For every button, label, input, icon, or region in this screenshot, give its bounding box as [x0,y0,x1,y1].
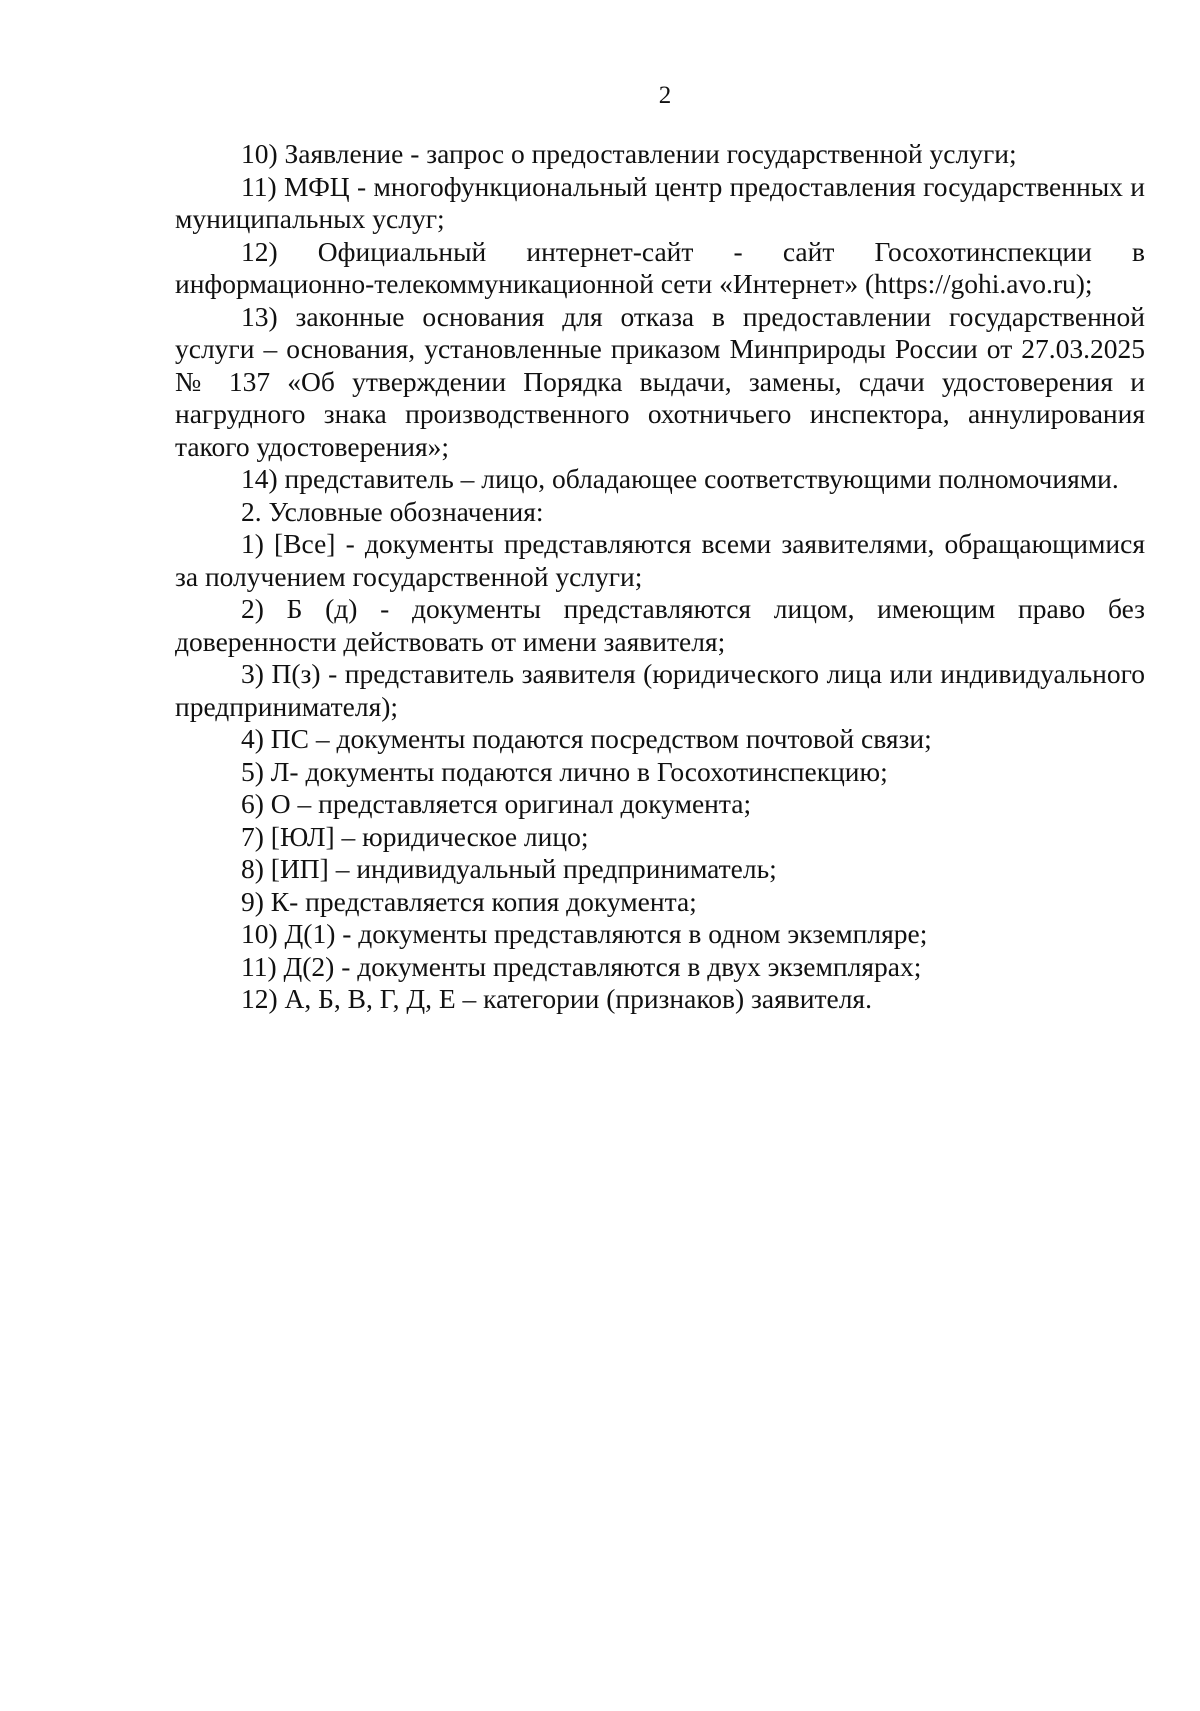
notation-item: 9) К- представляется копия документа; [241,885,697,917]
notation-item: 2) Б (д) - документы представляются лицом, имеющим право без доверенности действовать от имени заявителя; [175,593,1145,657]
page-number: 2 [658,82,672,109]
notation-item: 12) А, Б, В, Г, Д, Е – категории (признаков) заявителя. [241,983,872,1014]
notation-item: 11) Д(2) - документы представляются в двух экземплярах; [241,950,922,982]
notation-item: 6) О – представляется оригинал документа; [241,788,752,819]
notation-item: 3) П(з) - представитель заявителя (юридического лица или индивидуального предпринимателя); [175,658,1145,722]
definition-item: 11) МФЦ - многофункциональный центр предоставления государственных и муниципальных услуг; [175,170,1145,234]
definition-item: 10) Заявление - запрос о предоставлении государственной услуги; [241,138,1017,169]
notation-item: 1) [Все] - документы представляются всеми заявителями, обращающимися за получением государственной услуги; [175,528,1145,592]
definition-item: 12) Официальный интернет-сайт - сайт Госохотинспекции в информационно-телекоммуникационной сети «Интернет» (https://gohi.avo.ru); [175,235,1145,299]
notation-item: 8) [ИП] – индивидуальный предприниматель; [241,853,777,884]
document-body [175,138,1145,1016]
definition-item: 13) законные основания для отказа в предоставлении государственной услуги – основания, установленные приказом Минприроды России от 27.03.2025 № 137 «Об утверждении Порядка выдачи, замены, сдачи удостоверения и нагрудного знака производственного охотничьего инспектора, аннулирования такого удостоверения»; [175,300,1145,462]
notation-item: 10) Д(1) - документы представляются в одном экземпляре; [241,918,928,949]
section-heading: 2. Условные обозначения: [241,495,544,527]
notation-item: 7) [ЮЛ] – юридическое лицо; [241,820,589,852]
notation-item: 5) Л- документы подаются лично в Госохотинспекцию; [241,755,888,787]
definition-item: 14) представитель – лицо, обладающее соответствующими полномочиями. [241,463,1119,494]
notation-item: 4) ПС – документы подаются посредством почтовой связи; [241,723,932,754]
